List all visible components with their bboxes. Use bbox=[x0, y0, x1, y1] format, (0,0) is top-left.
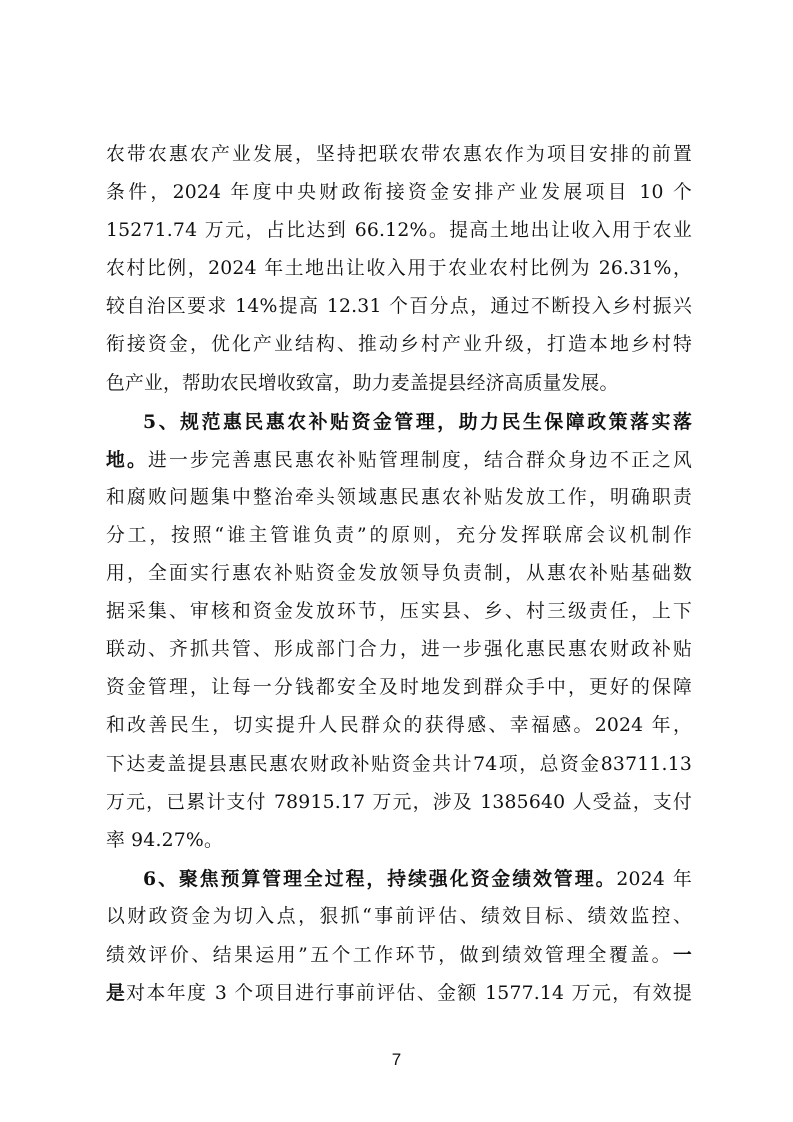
text-line: 万元，已累计支付 78915.17 万元，涉及 1385640 人受益，支付 bbox=[106, 791, 692, 813]
page-number: 7 bbox=[391, 1050, 402, 1069]
text-line: 农村比例，2024 年土地出让收入用于农业农村比例为 26.31%， bbox=[106, 258, 692, 280]
text-line: 色产业，帮助农民增收致富，助力麦盖提县经济高质量发展。 bbox=[106, 372, 619, 394]
text-line: 分工，按照“谁主管谁负责”的原则，充分发挥联席会议机制作 bbox=[106, 524, 692, 546]
text-line: 绩效评价、结果运用”五个工作环节，做到绩效管理全覆盖。一 bbox=[106, 943, 692, 966]
text-line: 较自治区要求 14%提高 12.31 个百分点，通过不断投入乡村振兴 bbox=[106, 296, 692, 318]
text-line: 条件，2024 年度中央财政衔接资金安排产业发展项目 10 个 bbox=[106, 182, 692, 204]
text-line: 下达麦盖提县惠民惠农财政补贴资金共计74项，总资金83711.13 bbox=[106, 753, 692, 775]
text-line: 衔接资金，优化产业结构、推动乡村产业升级，打造本地乡村特 bbox=[106, 334, 692, 356]
section-heading-6: 6、聚焦预算管理全过程，持续强化资金绩效管理。2024 年 bbox=[143, 867, 693, 890]
text-line: 率 94.27%。 bbox=[106, 829, 223, 851]
section-heading-5: 5、规范惠民惠农补贴资金管理，助力民生保障政策落实落 bbox=[143, 410, 692, 433]
text-line: 以财政资金为切入点，狠抓“事前评估、绩效目标、绩效监控、 bbox=[106, 905, 692, 927]
text-line: 和腐败问题集中整治牵头领域惠民惠农补贴发放工作，明确职责 bbox=[106, 486, 692, 508]
text-line: 和改善民生，切实提升人民群众的获得感、幸福感。2024 年， bbox=[106, 715, 692, 737]
text-line: 联动、齐抓共管、形成部门合力，进一步强化惠民惠农财政补贴 bbox=[106, 639, 692, 661]
text-line: 用，全面实行惠农补贴资金发放领导负责制，从惠农补贴基础数 bbox=[106, 563, 692, 585]
body-text bbox=[106, 136, 692, 1012]
text-line: 据采集、审核和资金发放环节，压实县、乡、村三级责任，上下 bbox=[106, 601, 692, 623]
text-line: 是对本年度 3 个项目进行事前评估、金额 1577.14 万元，有效提 bbox=[106, 982, 693, 1005]
text-line: 地。进一步完善惠民惠农补贴管理制度，结合群众身边不正之风 bbox=[106, 448, 693, 471]
text-line: 资金管理，让每一分钱都安全及时地发到群众手中，更好的保障 bbox=[106, 677, 692, 699]
text-line: 农带农惠农产业发展，坚持把联农带农惠农作为项目安排的前置 bbox=[106, 144, 692, 165]
text-line: 15271.74 万元，占比达到 66.12%。提高土地出让收入用于农业 bbox=[106, 220, 692, 242]
